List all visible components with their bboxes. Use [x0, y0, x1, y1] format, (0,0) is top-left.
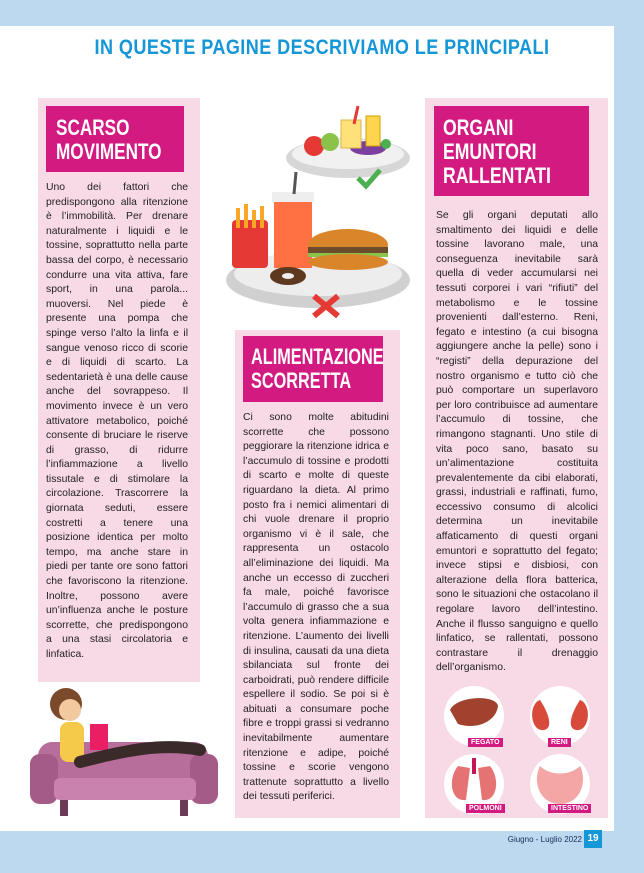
title-line: SCARSO: [56, 115, 130, 140]
organs-illustration: [436, 682, 604, 820]
page-headline: IN QUESTE PAGINE DESCRIVIAMO LE PRINCIPALI: [94, 36, 550, 59]
title-line: ORGANI: [443, 115, 514, 140]
organ-label-intestino: INTESTINO: [548, 804, 591, 813]
title-line: EMUNTORI: [443, 139, 537, 164]
section-title-movimento: [46, 106, 184, 172]
healthy-plate-icon: [286, 106, 410, 186]
title-line: RALLENTATI: [443, 163, 551, 188]
title-line: MOVIMENTO: [56, 139, 162, 164]
food-illustration: [218, 100, 428, 330]
section-title-alimentazione: [243, 336, 383, 402]
title-line: SCORRETTA: [251, 368, 352, 393]
title-line: ALIMENTAZIONE: [251, 344, 384, 369]
issue-date: Giugno - Luglio 2022: [507, 835, 582, 844]
section-title-organi: [434, 106, 589, 196]
organ-label-reni: RENI: [548, 738, 571, 747]
section-text-organi: Se gli organi deputati allo smaltimento dei liquidi e delle tossine lavorano male, una conseguenza inevitabile sarà quella di veder accumularsi nei tessuti corporei i vari “rifiuti” del metabolismo e le tossine provenienti dall’esterno. Reni, fegato e intestino (a cui bisogna aggiungere anche la pelle) sono i “registi” della depurazione del nostro organismo e tutto ciò che può comportare un superlavoro per loro contribuisce ad aumentare l’accumulo di tossine, che rimangono stagnanti. Uno stile di vita poco sano, basato su un’alimentazione costituita prevalentemente da cibi elaborati, grassi, industriali e raffinati, fumo, eccessivo consumo di alcolici determina un inevitabile affaticamento di questi organi emuntori e soprattutto del fegato; invece stipsi e disbiosi, con alterazione della flora batterica, sono le situazioni che ostacolano il regolare lavoro dell’intestino. Anche il flusso sanguigno e quello linfatico, se rallentati, possono contrastare il drenaggio dell’organismo.: [436, 210, 598, 674]
organ-label-fegato: FEGATO: [468, 738, 503, 747]
organ-label-polmoni: POLMONI: [466, 804, 505, 813]
page-number: 19: [584, 830, 602, 848]
junk-food-plate-icon: [226, 172, 410, 316]
section-text-movimento: Uno dei fattori che predispongono alla ritenzione è l’immobilità. Per drenare naturalmente i liquidi e le tossine, soprattutto nella parte bassa del corpo, è necessario condurre una vita attiva, fare sport, in una parola... muoversi. Nel piede è presente una pompa che spinge verso l’alto la linfa e il sangue venoso ricco di scorie e di liquidi di scarto. La sedentarietà è una delle cause anche del sovrappeso. Il movimento invece è un vero attivatore metabolico, poiché consente di bruciare le riserve di grasso, di ridurre l’infiammazione a livello tissutale e di stimolare la circolazione. Trascorrere la giornata seduti, essere costretti a tenere una posizione identica per molto tempo, ma anche stare in piedi per tante ore sono fattori che favoriscono la ritenzione. Inoltre, possono avere un’influenza anche le posture scorrette, che predispongono a una stasi circolatoria e linfatica.: [46, 182, 188, 660]
woman-on-sofa-illustration: [30, 672, 225, 822]
section-text-alimentazione: Ci sono molte abitudini scorrette che possono peggiorare la ritenzione idrica e l’accumulo di tossine e prodotti di scarto e molte di queste riguardano la dieta. Al primo posto fra i nemici alimentari di chi vuole drenare il proprio organismo vi è il sale, che rappresenta un ostacolo all’eliminazione dei liquidi. Ma anche un eccesso di zuccheri fa male, poiché favorisce l’accumulo di grasso che a sua volta genera infiammazione e ritenzione. L’aumento dei livelli di insulina, causati da una dieta sbilanciata sul fronte dei carboidrati, può rendere difficile espellere il sodio. Se poi si è abituati a consumare poche fibre e troppi grassi si vedranno inevitabilmente aumentare ritenzione e adipe, poiché tossine e scorie vengono trattenute soprattutto a livello dei tessuti periferici.: [243, 412, 389, 803]
